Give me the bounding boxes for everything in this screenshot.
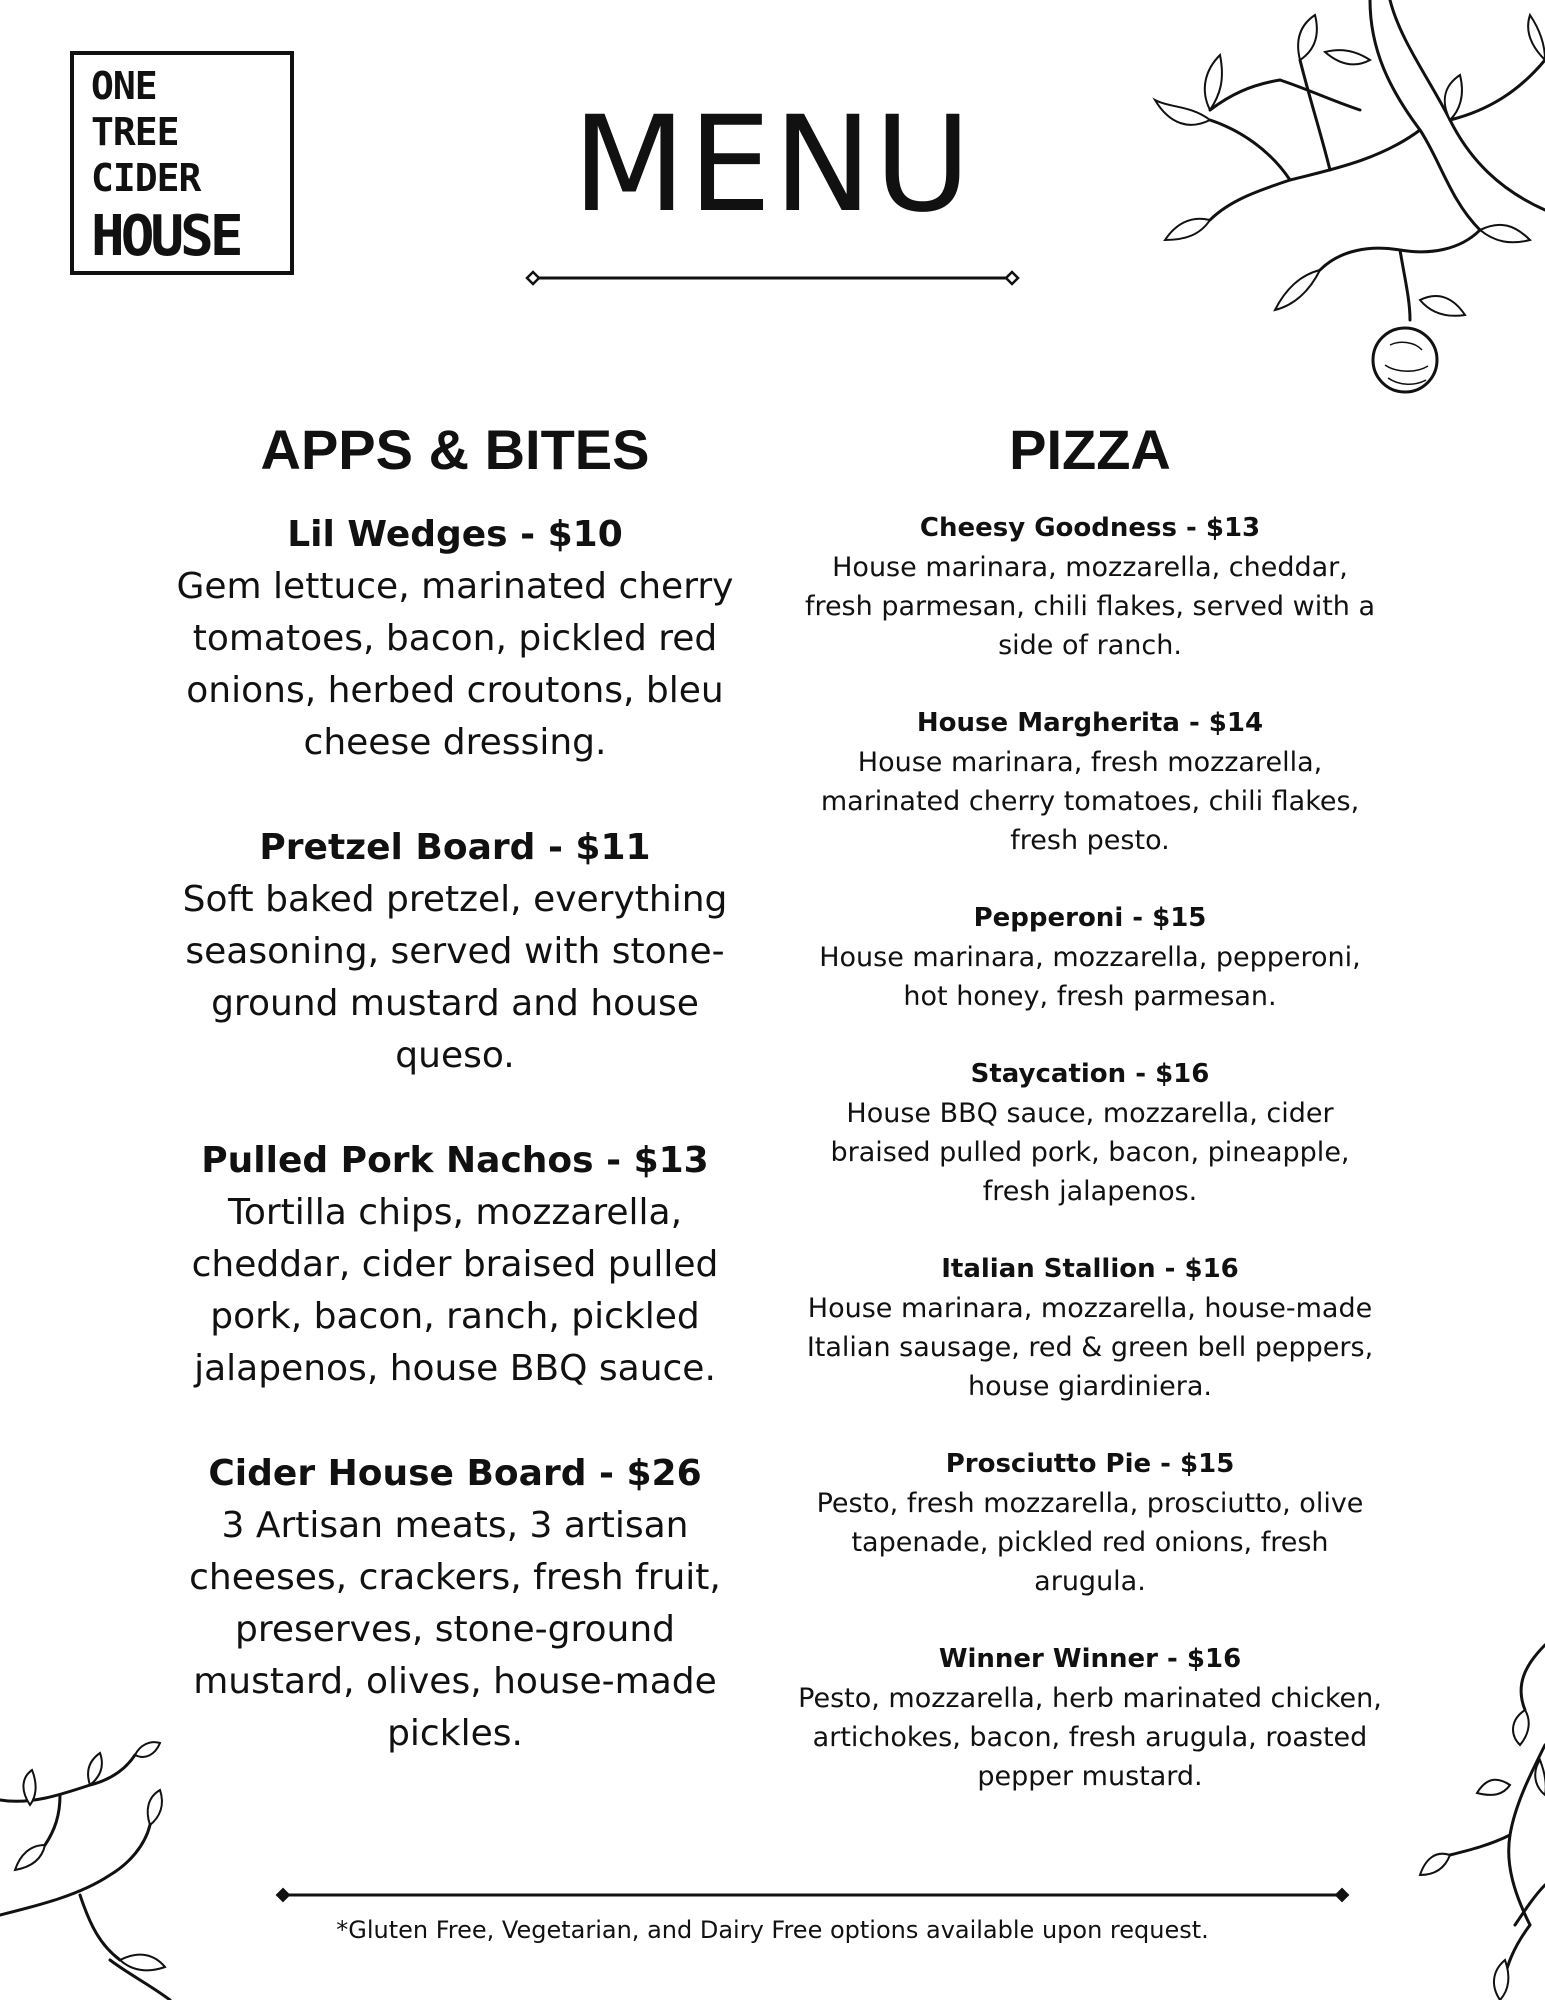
- title-divider: [525, 268, 1020, 288]
- menu-item: [160, 1447, 750, 1760]
- menu-item: [795, 1639, 1385, 1796]
- footer-note: *Gluten Free, Vegetarian, and Dairy Free options available upon request.: [336, 1916, 1209, 1944]
- menu-item: [795, 898, 1385, 1016]
- pizza-heading: PIZZA: [1009, 418, 1171, 481]
- item-name: Winner Winner - $16: [938, 1644, 1242, 1674]
- page-title: MENU: [572, 88, 973, 242]
- item-description: House marinara, fresh mozzarella, marinated cherry tomatoes, chili flakes, fresh pesto.: [820, 747, 1360, 856]
- item-name: Prosciutto Pie - $15: [945, 1449, 1235, 1479]
- item-description: Gem lettuce, marinated cherry tomatoes, bacon, pickled red onions, herbed croutons, bleu cheese dressing.: [176, 566, 734, 763]
- item-name: Pulled Pork Nachos - $13: [201, 1140, 709, 1181]
- item-description: House marinara, mozzarella, house-made Italian sausage, red & green bell peppers, house giardiniera.: [806, 1293, 1374, 1402]
- menu-item: [795, 703, 1385, 860]
- menu-item: [160, 1134, 750, 1395]
- item-description: House marinara, mozzarella, pepperoni, hot honey, fresh parmesan.: [819, 942, 1361, 1012]
- apps-heading: APPS & BITES: [260, 418, 650, 481]
- item-description: House marinara, mozzarella, cheddar, fresh parmesan, chili flakes, served with a side of ranch.: [804, 552, 1376, 661]
- item-description: Soft baked pretzel, everything seasoning, served with stone-ground mustard and house queso.: [182, 879, 728, 1076]
- vine-illustration-left: [0, 1745, 200, 2000]
- pizza-section: [795, 410, 1385, 1834]
- logo-line-one: ONE: [91, 64, 157, 108]
- item-name: Cheesy Goodness - $13: [919, 513, 1261, 543]
- menu-item: [160, 821, 750, 1082]
- item-description: Pesto, mozzarella, herb marinated chicken, artichokes, bacon, fresh arugula, roasted pepper mustard.: [798, 1683, 1382, 1792]
- item-description: Tortilla chips, mozzarella, cheddar, cider braised pulled pork, bacon, ranch, pickled jalapenos, house BBQ sauce.: [191, 1192, 719, 1389]
- item-description: House BBQ sauce, mozzarella, cider braised pulled pork, bacon, pineapple, fresh jalapenos.: [830, 1098, 1350, 1207]
- menu-item: [795, 1054, 1385, 1211]
- apple-icon: [1373, 328, 1437, 392]
- menu-item: [795, 1249, 1385, 1406]
- item-name: Pretzel Board - $11: [259, 827, 651, 868]
- logo-line-tree: TREE: [91, 110, 179, 154]
- item-name: Lil Wedges - $10: [287, 514, 623, 555]
- footer-divider: [275, 1885, 1350, 1905]
- logo-line-house: HOUSE: [91, 204, 240, 269]
- item-name: House Margherita - $14: [916, 708, 1264, 738]
- vine-illustration-right: [1415, 1625, 1545, 2000]
- menu-item: [795, 508, 1385, 665]
- apps-section: [160, 410, 750, 1812]
- item-name: Italian Stallion - $16: [941, 1254, 1239, 1284]
- menu-item: [160, 508, 750, 769]
- logo-text: [91, 64, 240, 269]
- item-description: Pesto, fresh mozzarella, prosciutto, olive tapenade, pickled red onions, fresh arugula.: [816, 1488, 1364, 1597]
- item-description: 3 Artisan meats, 3 artisan cheeses, crackers, fresh fruit, preserves, stone-ground mustard, olives, house-made pickles.: [189, 1505, 721, 1754]
- item-name: Staycation - $16: [970, 1059, 1210, 1089]
- branch-apple-illustration: [1070, 0, 1545, 420]
- logo-line-cider: CIDER: [91, 156, 201, 200]
- item-name: Pepperoni - $15: [973, 903, 1207, 933]
- logo: [70, 51, 294, 275]
- menu-item: [795, 1444, 1385, 1601]
- item-name: Cider House Board - $26: [208, 1453, 702, 1494]
